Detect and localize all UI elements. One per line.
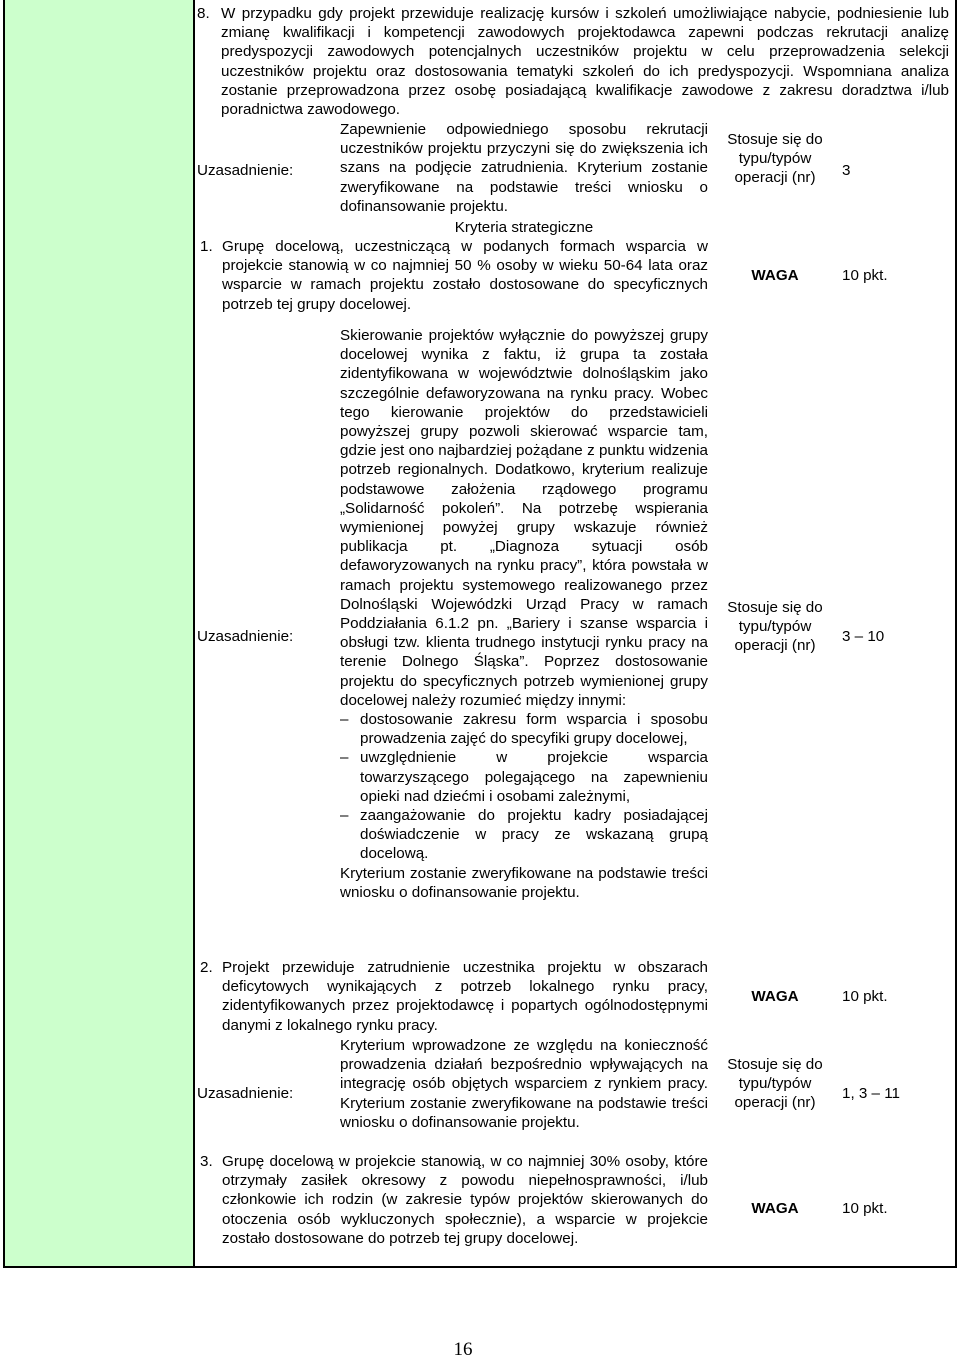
justification-label-3: Uzasadnienie: [197, 1085, 294, 1102]
list-item: – dostosowanie zakresu form wsparcia i sposobu prowadzenia zajęć do specyfiki grupy docelowej, [350, 710, 708, 748]
list-item: – uwzględnienie w projekcie wsparcia towarzyszącego polegającego na zapewnieniu opieki nad dziećmi i osobami zależnymi, [350, 748, 708, 806]
points-1: 10 pkt. [842, 267, 888, 284]
justification-list-2 [350, 710, 708, 864]
applies-label-3: Stosuje się do typu/typów operacji (nr) [727, 1056, 823, 1112]
justification-label-2: Uzasadnienie: [197, 628, 294, 645]
criterion-3-text: Grupę docelową w projekcie stanowią, w co najmniej 30% osoby, które otrzymały zasiłek okresowy z powodu niepełnosprawności, i/lub członkowie ich rodzin (w zakresie typów projektów skierowanych do otoczenia osób wykluczonych społecznie), a wsparcie w projekcie zostało dostosowane do potrzeb tej grupy docelowej. [222, 1153, 708, 1247]
points-3: 10 pkt. [842, 1200, 888, 1217]
applies-label-1: Stosuje się do typu/typów operacji (nr) [727, 131, 823, 187]
applies-label-2: Stosuje się do typu/typów operacji (nr) [727, 599, 823, 655]
weight-label-2: WAGA [751, 988, 799, 1005]
weight-label-1: WAGA [751, 267, 799, 284]
operation-types-1: 3 [842, 162, 851, 179]
criterion-1-number: 1. [200, 238, 213, 255]
operation-types-3: 1, 3 – 11 [842, 1085, 900, 1102]
page-number: 16 [453, 1339, 473, 1360]
list-item: – zaangażowanie do projektu kadry posiadającej doświadczenie w pracy ze wskazaną grupą docelową. [350, 806, 708, 864]
points-2: 10 pkt. [842, 988, 888, 1005]
justification-block-2 [340, 326, 708, 902]
criterion-8-number: 8. [197, 5, 210, 22]
criterion-8 [197, 4, 949, 120]
justification-text-1: Zapewnienie odpowiedniego sposobu rekrutacji uczestników projektu przyczyni się do zwiększenia ich szans na podjęcie zatrudnienia. Kryterium zostanie zweryfikowane na podstawie treści wniosku o dofinansowanie projektu. [340, 121, 708, 215]
criterion-8-text: W przypadku gdy projekt przewiduje realizację kursów i szkoleń umożliwiające nabycie, podniesienie lub zmianę kwalifikacji i kompetencji zawodowych projektodawca zapewni podczas rekrutacji analizę predyspozycji zawodowych potencjalnych uczestników projektu w celu przeprowadzenia selekcji uczestników projektu oraz dostosowania tematyki szkoleń do ich predyspozycji. Wspomniana analiza zostanie przeprowadzona przez osobę posiadającą kwalifikacje zawodowe z zakresu doradztwa i/lub poradnictwa zawodowego. [221, 5, 949, 119]
section-title: Kryteria strategiczne [454, 219, 594, 236]
criterion-2-text: Projekt przewiduje zatrudnienie uczestnika projektu w obszarach deficytowych wynikających z potrzeb lokalnego rynku pracy, zidentyfikowanych przez projektodawcę i popartych ogólnodostępnymi danymi z lokalnego rynku pracy. [222, 959, 708, 1034]
justification-closing-2: Kryterium zostanie zweryfikowane na podstawie treści wniosku o dofinansowanie projektu. [340, 864, 708, 901]
weight-label-3: WAGA [751, 1200, 799, 1217]
operation-types-2: 3 – 10 [842, 628, 885, 645]
justification-text-3: Kryterium wprowadzone ze względu na konieczność prowadzenia działań bezpośrednio wpływających na integrację osób objętych wsparciem z rynkiem pracy. Kryterium zostanie zweryfikowane na podstawie treści wniosku o dofinansowanie projektu. [340, 1037, 708, 1131]
justification-text-2: Skierowanie projektów wyłącznie do powyższej grupy docelowej wynika z faktu, iż grupa ta została zidentyfikowana w województwie dolnośląskim jako szczególnie defaworyzowana na rynku pracy. Wobec tego kierowanie projektów do przedstawicieli powyższej grupy pozwoli skierować wsparcie tam, gdzie jest ono najbardziej pożądane z punktu widzenia potrzeb regionalnych. Dodatkowo, kryterium realizuje podstawowe założenia rządowego programu „Solidarność pokoleń”. Na potrzebę wspierania wymienionej powyżej grupy wskazuje również publikacja pt. „Diagnoza sytuacji osób defaworyzowanych na rynku pracy”, która powstała w ramach projektu systemowego realizowanego przez Dolnośląski Wojewódzki Urząd Pracy w ramach Poddziałania 6.1.2 pn. „Bariery i szanse wsparcia i obsługi tzw. klienta trudnego instytucji rynku pracy na terenie Dolnego Śląska”. Poprzez dostosowanie projektu do specyficznych potrzeb wymienionej grupy docelowej należy rozumieć między innymi: [340, 327, 708, 709]
justification-label-1: Uzasadnienie: [197, 162, 294, 179]
criterion-3-number: 3. [200, 1153, 213, 1170]
criterion-2-number: 2. [200, 959, 213, 976]
criterion-1-text: Grupę docelową, uczestniczącą w podanych formach wsparcia w projekcie stanowią w co najmniej 50 % osoby w wieku 50-64 lata oraz wsparcie w ramach projektu zostało dostosowane do specyficznych potrzeb tej grupy docelowej. [222, 238, 708, 313]
